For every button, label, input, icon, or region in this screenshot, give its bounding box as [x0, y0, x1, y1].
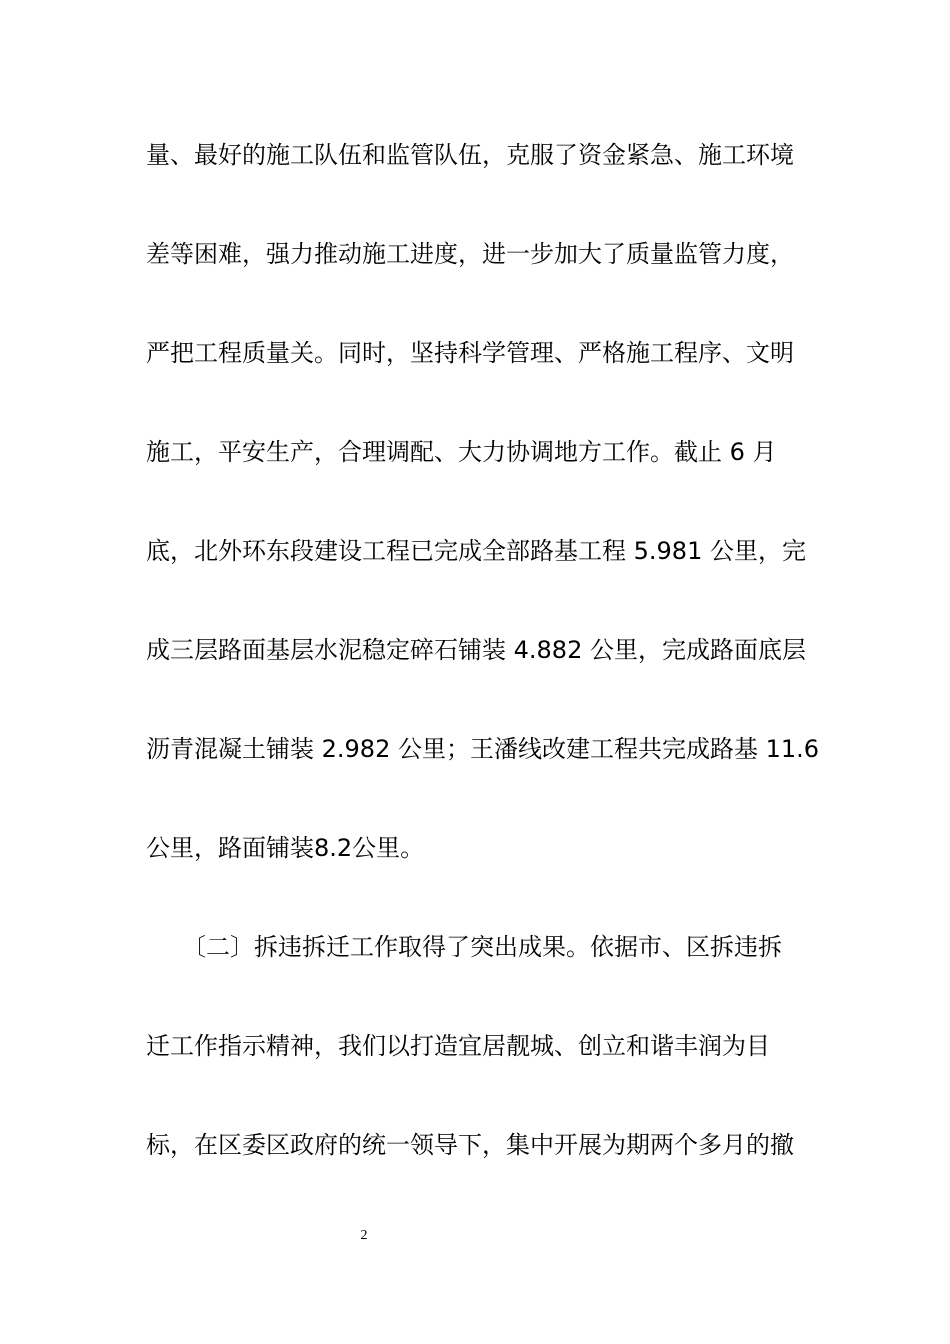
- body-text-line: 量、最好的施工队伍和监管队伍，克服了资金紧急、施工环境: [146, 141, 794, 169]
- body-text-line: 迁工作指示精神，我们以打造宜居靓城、创立和谐丰润为目: [146, 1032, 770, 1060]
- body-text-line: 沥青混凝土铺装 2.982 公里；王潘线改建工程共完成路基 11.6: [146, 735, 820, 763]
- body-text-line: 差等困难，强力推动施工进度，进一步加大了质量监管力度，: [146, 240, 794, 268]
- body-text-line: 严把工程质量关。同时，坚持科学管理、严格施工程序、文明: [146, 339, 794, 367]
- body-text-line: 公里，路面铺装8.2公里。: [146, 834, 425, 862]
- section-heading-line: 〔二〕拆违拆迁工作取得了突出成果。依据市、区拆违拆: [146, 933, 782, 961]
- page-number: 2: [360, 1228, 368, 1243]
- body-text-line: 施工，平安生产，合理调配、大力协调地方工作。截止 6 月: [146, 438, 777, 466]
- body-text-line: 成三层路面基层水泥稳定碎石铺装 4.882 公里，完成路面底层: [146, 636, 806, 664]
- body-text-line: 标，在区委区政府的统一领导下，集中开展为期两个多月的撤: [146, 1131, 794, 1159]
- body-text-line: 底，北外环东段建设工程已完成全部路基工程 5.981 公里，完: [146, 537, 806, 565]
